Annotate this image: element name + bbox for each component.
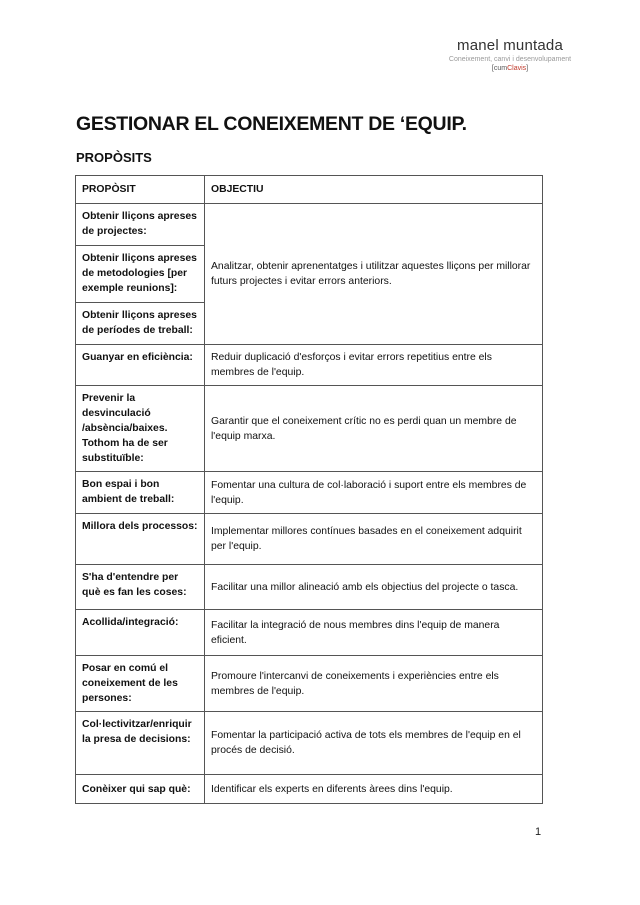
objective-cell: Facilitar una millor alineació amb els objectius del projecte o tasca. bbox=[205, 565, 543, 610]
logo-brand-close: ] bbox=[526, 65, 529, 72]
purpose-cell: Bon espai i bon ambient de treball: bbox=[76, 472, 205, 514]
table-row bbox=[76, 712, 543, 775]
logo-brand-open: [cum bbox=[491, 65, 508, 72]
page-number: 1 bbox=[535, 826, 542, 838]
header-logo bbox=[420, 38, 600, 73]
table-row bbox=[76, 386, 543, 472]
purpose-cell: Obtenir lliçons apreses de projectes: bbox=[76, 204, 205, 246]
objective-cell: Analitzar, obtenir aprenentatges i utilitzar aquestes lliçons per millorar futurs projectes i evitar errors anteriors. bbox=[205, 204, 543, 345]
objective-cell: Fomentar la participació activa de tots els membres de l'equip en el procés de decisió. bbox=[205, 712, 543, 775]
objective-cell: Fomentar una cultura de col·laboració i suport entre els membres de l'equip. bbox=[205, 472, 543, 514]
logo-name: manel muntada bbox=[457, 37, 563, 54]
purpose-cell: Obtenir lliçons apreses de metodologies [per exemple reunions]: bbox=[76, 246, 205, 303]
column-header-purpose: PROPÒSIT bbox=[76, 176, 205, 204]
table-row bbox=[76, 656, 543, 712]
purpose-cell: S'ha d'entendre per què es fan les coses: bbox=[76, 565, 205, 610]
purpose-cell: Acollida/integració: bbox=[76, 610, 205, 656]
objective-cell: Promoure l'intercanvi de coneixements i experiències entre els membres de l'equip. bbox=[205, 656, 543, 712]
purpose-cell: Conèixer qui sap què: bbox=[76, 775, 205, 804]
objective-cell: Implementar millores contínues basades en el coneixement adquirit per l'equip. bbox=[205, 514, 543, 565]
section-heading: PROPÒSITS bbox=[76, 150, 152, 165]
document-title: GESTIONAR EL CONEIXEMENT DE ‘EQUIP. bbox=[76, 113, 467, 135]
column-header-objective: OBJECTIU bbox=[205, 176, 543, 204]
logo-tagline: Coneixement, canvi i desenvolupament bbox=[448, 56, 572, 63]
purpose-cell: Guanyar en eficiència: bbox=[76, 345, 205, 386]
table-row bbox=[76, 565, 543, 610]
objective-cell: Reduir duplicació d'esforços i evitar errors repetitius entre els membres de l'equip. bbox=[205, 345, 543, 386]
table-row bbox=[76, 472, 543, 514]
table-row bbox=[76, 204, 543, 246]
table-row bbox=[76, 514, 543, 565]
table-header-row bbox=[76, 176, 543, 204]
purpose-cell: Obtenir lliçons apreses de períodes de treball: bbox=[76, 303, 205, 345]
purpose-cell: Col·lectivitzar/enriquir la presa de decisions: bbox=[76, 712, 205, 775]
table-row bbox=[76, 610, 543, 656]
purposes-table bbox=[75, 175, 543, 804]
purpose-cell: Prevenir la desvinculació /absència/baixes. Tothom ha de ser substituïble: bbox=[76, 386, 205, 472]
purpose-cell: Posar en comú el coneixement de les persones: bbox=[76, 656, 205, 712]
table-row bbox=[76, 345, 543, 386]
objective-cell: Identificar els experts en diferents àrees dins l'equip. bbox=[205, 775, 543, 804]
objective-cell: Garantir que el coneixement crític no es perdi quan un membre de l'equip marxa. bbox=[205, 386, 543, 472]
purpose-cell: Millora dels processos: bbox=[76, 514, 205, 565]
objective-cell: Facilitar la integració de nous membres dins l'equip de manera eficient. bbox=[205, 610, 543, 656]
logo-brand bbox=[420, 64, 600, 73]
table-row bbox=[76, 775, 543, 804]
logo-brand-accent: Clavis bbox=[507, 65, 527, 72]
